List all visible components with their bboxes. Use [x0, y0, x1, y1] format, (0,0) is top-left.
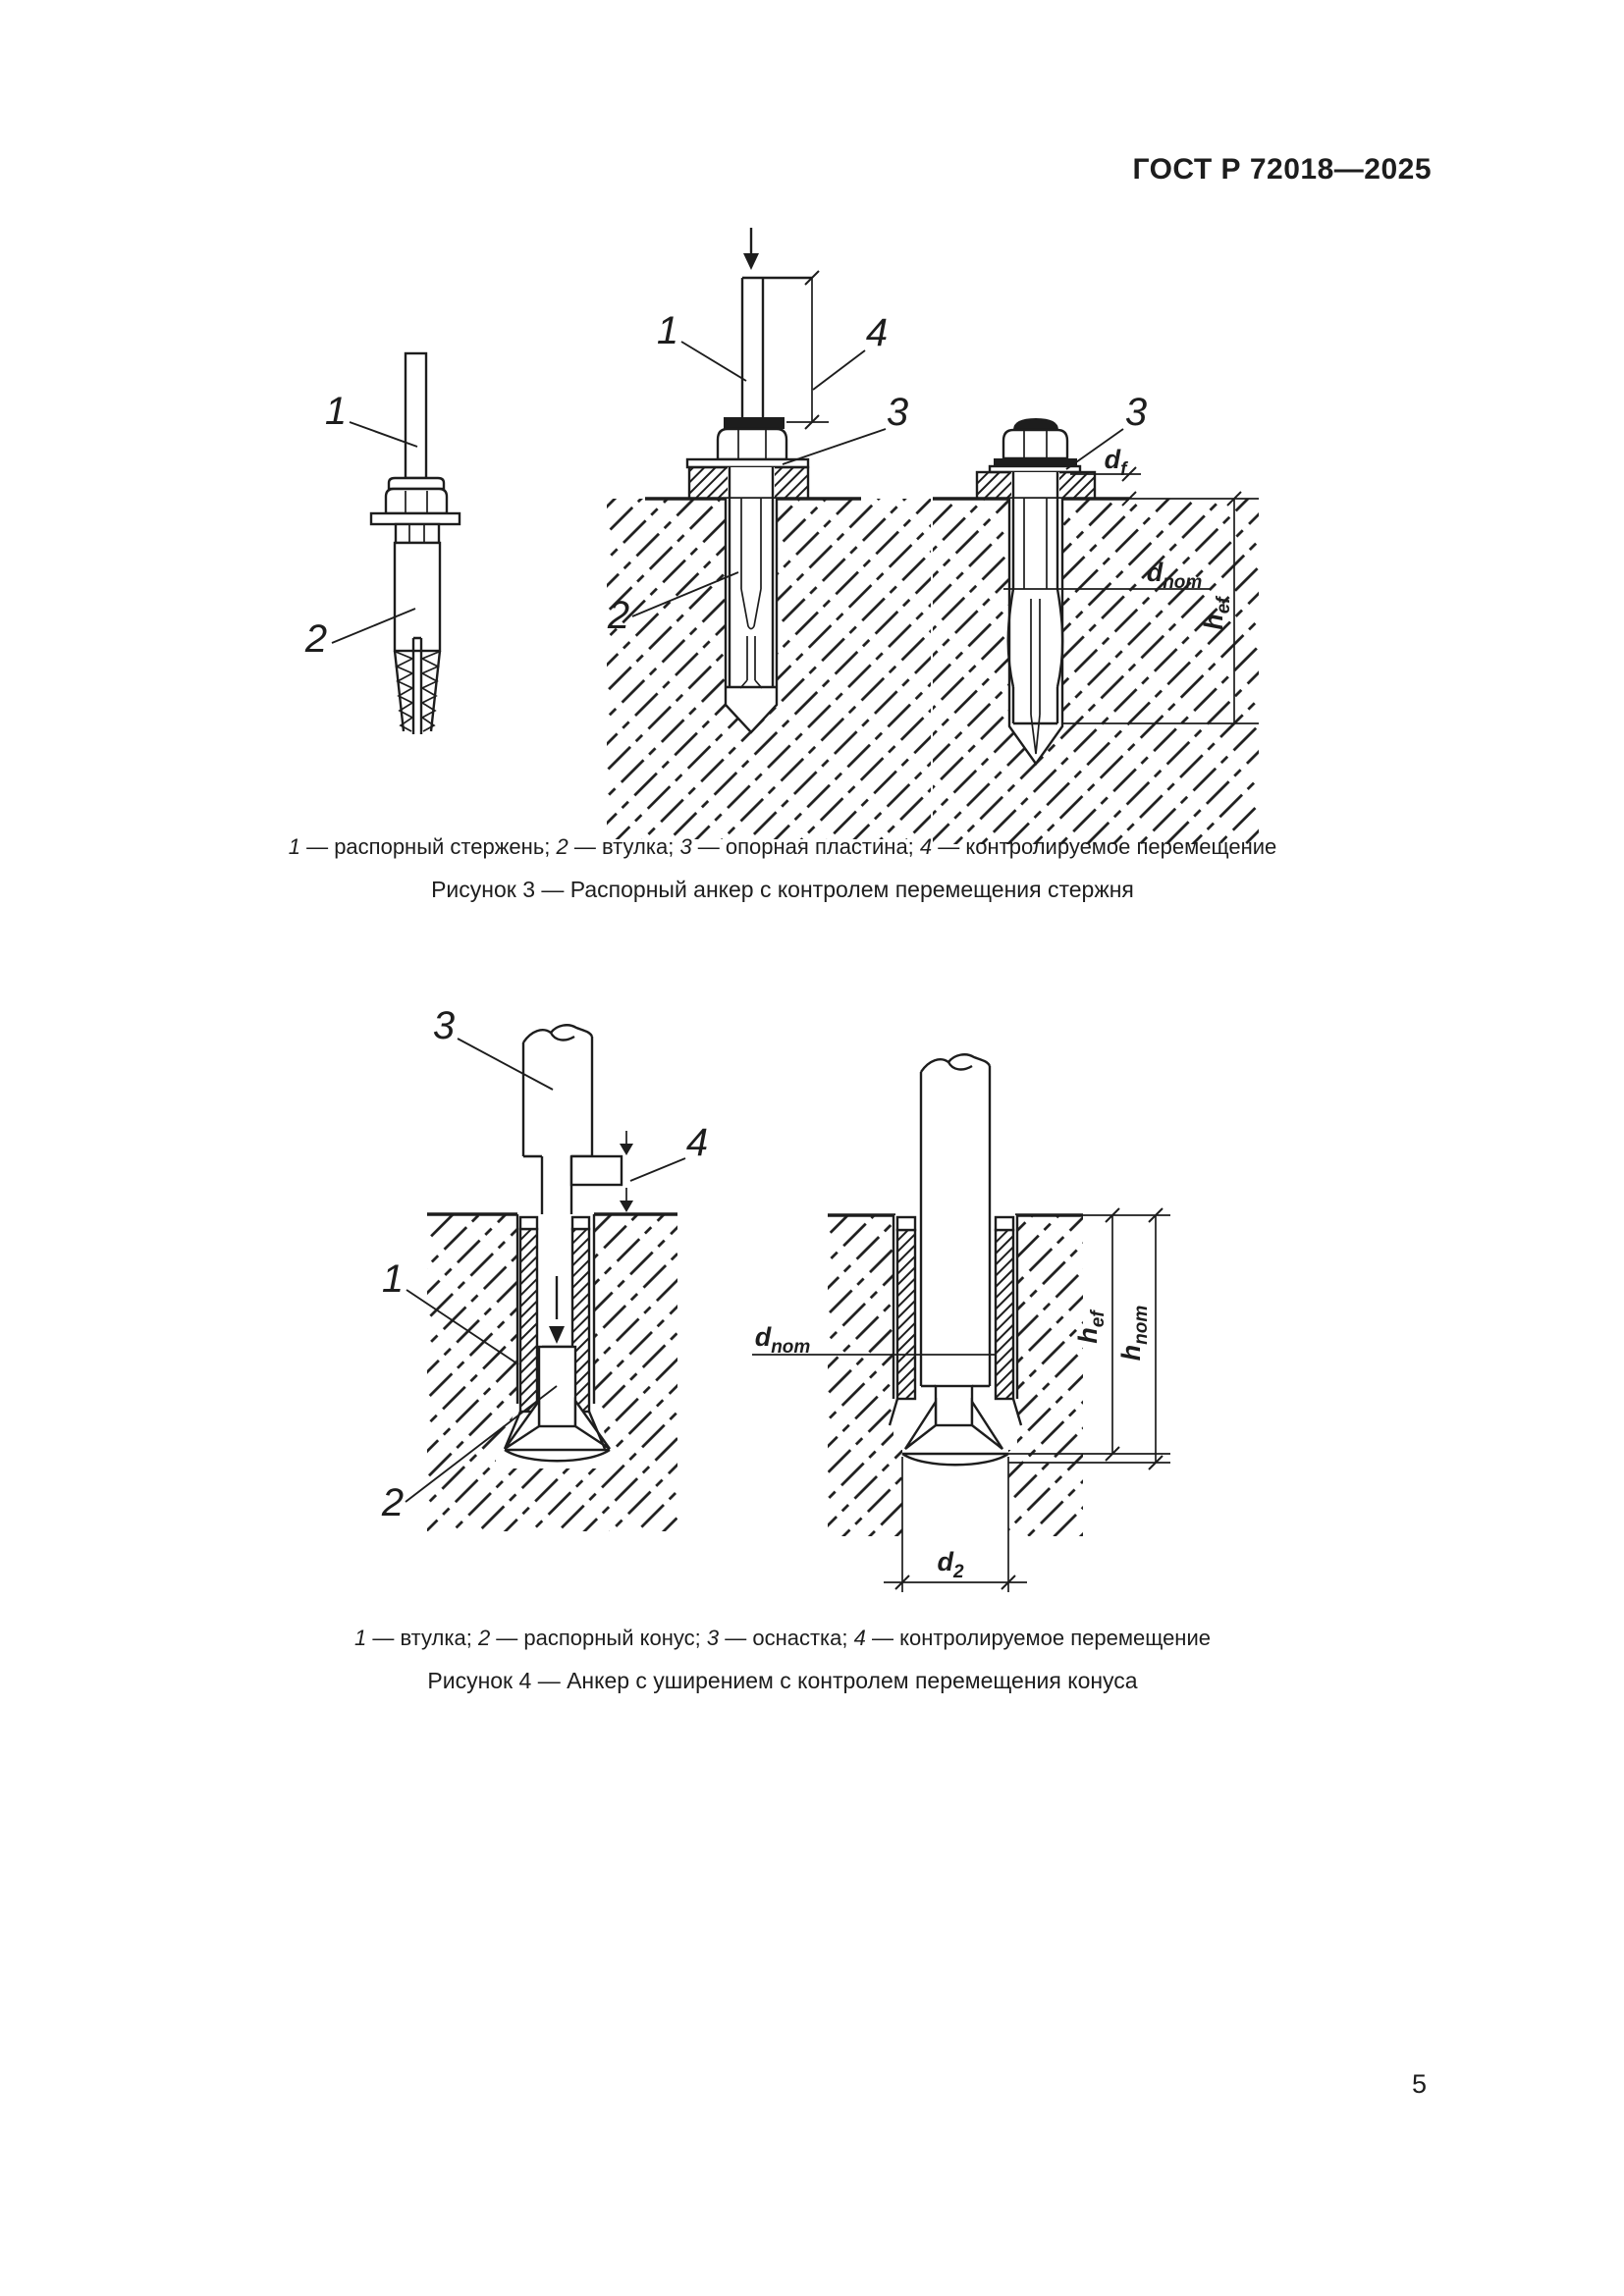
fig3-anchor-dimensioned-drawing	[933, 391, 1259, 844]
fig4-anchor-setting-drawing	[381, 1004, 708, 1531]
load-arrow-icon	[743, 253, 759, 270]
fig4-legend-text-4: — контролируемое перемещение	[865, 1626, 1211, 1650]
fig3-legend-num-2: 2	[556, 834, 568, 859]
fig4-left-label-3: 3	[432, 1004, 456, 1047]
fig3-left-label-2: 2	[304, 617, 328, 661]
fig4-legend	[0, 1626, 1565, 1651]
fig4-legend-text-3: — оснастка;	[719, 1626, 854, 1650]
fig3-right-label-3: 3	[1124, 391, 1148, 434]
fig3-legend-num-3: 3	[679, 834, 692, 859]
fig3-anchor-alone-drawing	[304, 353, 460, 734]
fig3-legend-text-3: — опорная пластина;	[691, 834, 920, 859]
dim-dnom-label: $d_{nom}$	[1146, 558, 1203, 593]
fig4-legend-text-2: — распорный конус;	[490, 1626, 707, 1650]
fig3-legend-text-4: — контролируемое перемещение	[932, 834, 1277, 859]
fig3-legend-text-1: — распорный стержень;	[299, 834, 557, 859]
fig4-legend-num-3: 3	[706, 1626, 720, 1650]
fig3-title: Рисунок 3 — Распорный анкер с контролем перемещения стержня	[431, 877, 1134, 902]
fig3-anchor-installed-drawing	[607, 228, 931, 839]
dim-hef2-label: $h_{ef}$	[1073, 1310, 1109, 1344]
fig4-left-label-1: 1	[381, 1257, 405, 1301]
fig3-legend-text-2: — втулка;	[568, 834, 680, 859]
dim-df-label: $d_f$	[1104, 445, 1127, 480]
fig4-left-label-2: 2	[381, 1481, 405, 1524]
standard-header: ГОСТ Р 72018—2025	[1132, 153, 1432, 186]
fig4-legend-num-2: 2	[477, 1626, 491, 1650]
dim-hnom-label: $h_{nom}$	[1116, 1305, 1152, 1362]
page-number: 5	[1412, 2069, 1428, 2099]
fig3-mid-label-3: 3	[886, 391, 909, 434]
fig4-legend-text-1: — втулка;	[366, 1626, 478, 1650]
fig4-title: Рисунок 4 — Анкер с уширением с контролем перемещения конуса	[427, 1668, 1138, 1693]
fig4-anchor-dimensioned-drawing	[752, 1054, 1170, 1592]
fig4-legend-num-4: 4	[853, 1626, 866, 1650]
fig3-mid-label-4: 4	[865, 311, 889, 354]
fig3-legend	[0, 834, 1565, 860]
fig3-left-label-1: 1	[324, 390, 348, 433]
fig3-mid-label-1: 1	[656, 309, 679, 352]
dim-hef-label: $h_{ef}$	[1199, 597, 1234, 630]
dim-dnom2-label: $d_{nom}$	[754, 1322, 811, 1358]
fig3-legend-num-1: 1	[288, 834, 300, 859]
fig4-legend-num-1: 1	[354, 1626, 367, 1650]
fig4-left-label-4: 4	[685, 1121, 709, 1164]
dim-d2-label: $d_2$	[937, 1547, 964, 1582]
fig3-mid-label-2: 2	[607, 594, 630, 637]
fig3-legend-num-4: 4	[919, 834, 933, 859]
